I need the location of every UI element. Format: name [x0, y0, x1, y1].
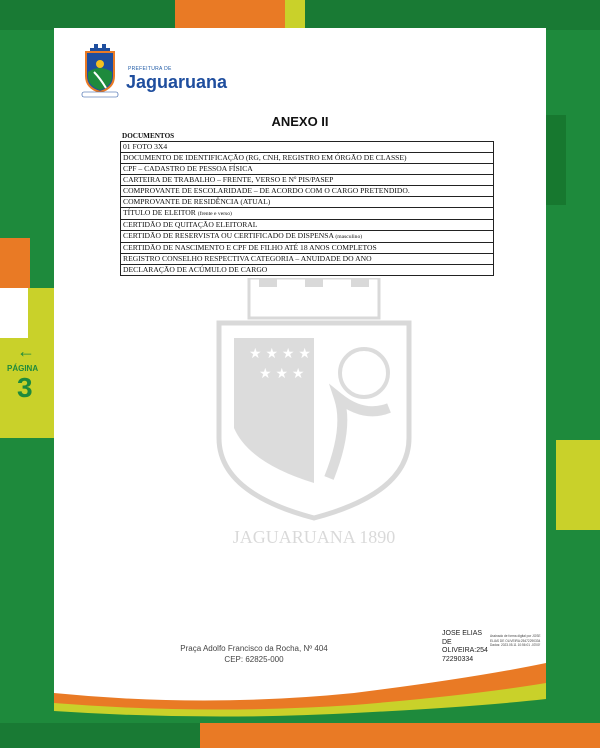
signature-name: JOSE ELIAS — [442, 630, 483, 637]
city-crest-icon — [78, 42, 122, 98]
cell-text: TÍTULO DE ELEITOR — [123, 208, 196, 217]
documents-table — [120, 132, 494, 276]
table-row — [121, 186, 494, 197]
table-cell: REGISTRO CONSELHO RESPECTIVA CATEGORIA – ANUIDADE DO ANO — [121, 254, 494, 265]
table-cell: CERTIDÃO DE NASCIMENTO E CPF DE FILHO ATÉ 18 ANOS COMPLETOS — [121, 243, 494, 254]
crest-watermark — [189, 278, 439, 548]
logo-title: Jaguaruana — [126, 72, 228, 92]
table-cell — [121, 231, 494, 243]
table-row — [121, 231, 494, 243]
cell-note: (masculino) — [335, 234, 363, 240]
table-row — [121, 197, 494, 208]
svg-text:★ ★ ★ ★: ★ ★ ★ ★ — [249, 345, 311, 361]
bg-white-left — [0, 288, 28, 338]
watermark-text: JAGUARUANA 1890 — [232, 527, 396, 547]
page-label: PÁGINA — [7, 364, 39, 373]
table-cell: COMPROVANTE DE ESCOLARIDADE – DE ACORDO COM O CARGO PRETENDIDO. — [121, 186, 494, 197]
bg-green-bottom — [0, 723, 200, 748]
table-row — [121, 220, 494, 231]
table-header: DOCUMENTOS — [122, 132, 175, 140]
signature-name: OLIVEIRA:254 — [442, 647, 488, 654]
cell-text: CERTIDÃO DE RESERVISTA OU CERTIFICADO DE DISPENSA — [123, 231, 334, 240]
postal-code: CEP: 62825-000 — [224, 655, 284, 664]
digital-signature — [442, 630, 488, 664]
table-cell: COMPROVANTE DE RESIDÊNCIA (ATUAL) — [121, 197, 494, 208]
table-row — [121, 142, 494, 153]
logo-subtitle: PREFEITURA DE — [128, 66, 172, 72]
table-row — [121, 153, 494, 164]
footer-address — [54, 643, 454, 665]
table-cell: CPF – CADASTRO DE PESSOA FÍSICA — [121, 164, 494, 175]
bg-yellow-right — [556, 440, 600, 530]
table-row — [121, 208, 494, 220]
signature-note: Assinado de forma digital por JOSE ELIAS DE OLIVEIRA:25472290334 Dados: 2023.05.11 10:56:01 -03'00' — [490, 634, 541, 647]
table-row — [121, 175, 494, 186]
arrow-left-icon[interactable]: ← — [17, 341, 35, 361]
prefeitura-logo — [78, 42, 258, 102]
table-cell: DOCUMENTO DE IDENTIFICAÇÃO (RG, CNH, REGISTRO EM ÓRGÃO DE CLASSE) — [121, 153, 494, 164]
table-row — [121, 164, 494, 175]
cell-note: (frente e verso) — [197, 211, 232, 217]
table-row — [121, 243, 494, 254]
table-cell — [121, 208, 494, 220]
svg-text:★ ★ ★: ★ ★ ★ — [259, 365, 305, 381]
table-cell: CERTIDÃO DE QUITAÇÃO ELEITORAL — [121, 220, 494, 231]
document-title: ANEXO II — [271, 114, 329, 129]
bg-orange-left — [0, 238, 30, 288]
table-cell: 01 FOTO 3X4 — [121, 142, 494, 153]
bg-green-right — [546, 115, 566, 205]
bg-yellow-top — [285, 0, 305, 30]
signature-name: 72290334 — [442, 655, 474, 663]
address-line: Praça Adolfo Francisco da Rocha, Nº 404 — [180, 644, 328, 653]
bg-orange-top — [175, 0, 285, 30]
table-cell: CARTEIRA DE TRABALHO – FRENTE, VERSO E Nº PIS/PASEP — [121, 175, 494, 186]
page-number: 3 — [17, 372, 33, 403]
table-row — [121, 254, 494, 265]
signature-name: DE — [442, 638, 452, 646]
document-page — [54, 28, 546, 723]
bg-orange-bottom — [200, 723, 600, 748]
table-row — [121, 265, 494, 276]
table-cell: DECLARAÇÃO DE ACÚMULO DE CARGO — [121, 265, 494, 276]
